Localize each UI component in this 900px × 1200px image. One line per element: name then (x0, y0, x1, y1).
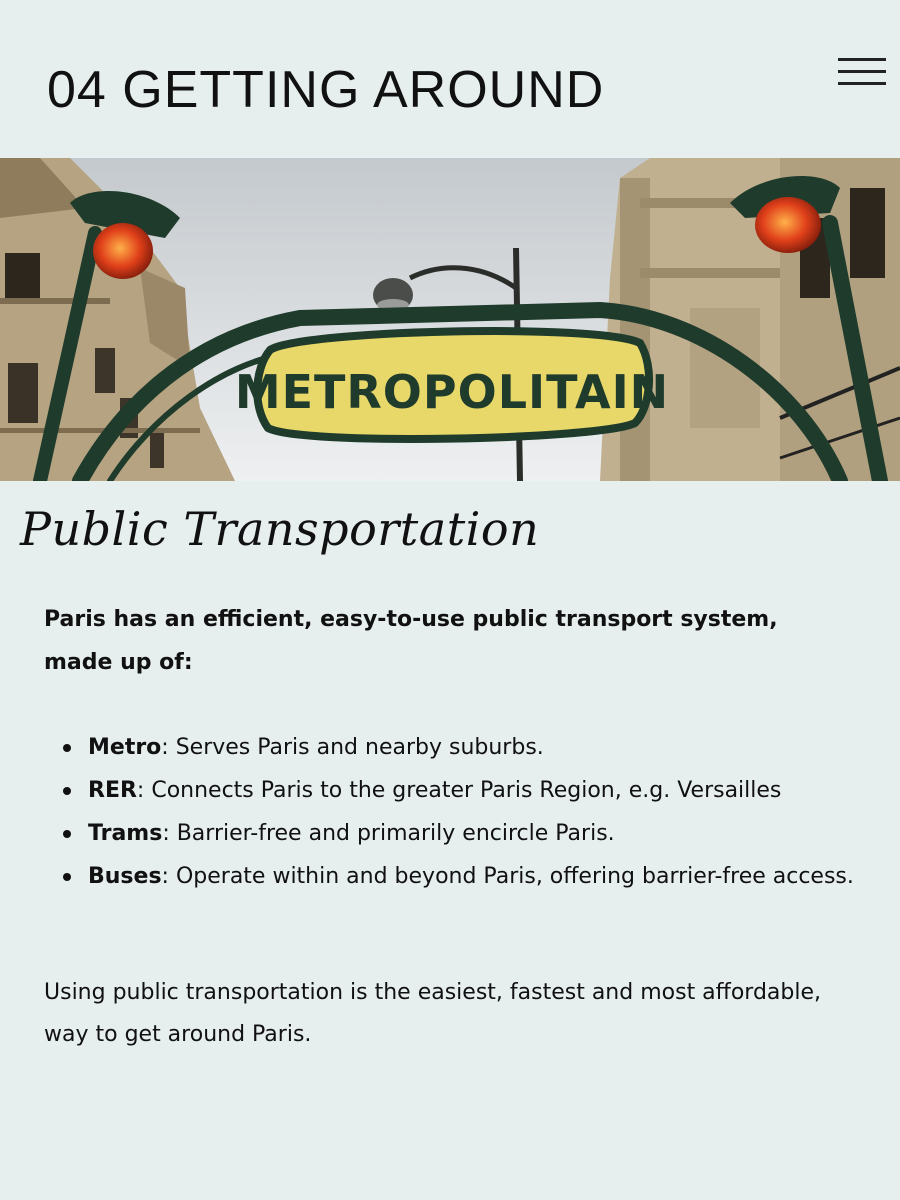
mode-name: Buses (88, 864, 162, 889)
page-header (0, 0, 900, 158)
mode-description: : Serves Paris and nearby suburbs. (161, 735, 544, 760)
transport-modes-list (44, 726, 900, 898)
menu-line (838, 82, 886, 85)
menu-line (838, 58, 886, 61)
mode-name: RER (88, 778, 137, 803)
page-title: 04 GETTING AROUND (47, 61, 605, 119)
sign-text: METROPOLITAIN (234, 365, 670, 419)
intro-text: Paris has an efficient, easy-to-use public transport system, made up of: (44, 607, 778, 675)
mode-name: Metro (88, 735, 162, 760)
list-item-metro (88, 726, 900, 769)
list-item-buses (88, 855, 900, 898)
menu-line (838, 70, 886, 73)
mode-description: : Barrier-free and primarily encircle Paris. (162, 821, 615, 846)
list-item-trams (88, 812, 900, 855)
mode-name: Trams (88, 821, 163, 846)
mode-description: : Operate within and beyond Paris, offering barrier-free access. (161, 864, 854, 889)
outro-text: Using public transportation is the easiest, fastest and most affordable, way to get around Paris. (44, 980, 821, 1047)
list-item-rer (88, 769, 900, 812)
metropolitain-sign-illustration (0, 158, 900, 481)
mode-description: : Connects Paris to the greater Paris Region, e.g. Versailles (136, 778, 782, 803)
metropolitain-sign (235, 331, 669, 439)
hamburger-menu-button[interactable] (836, 52, 888, 92)
section-heading: Public Transportation (20, 502, 540, 556)
hero-image (0, 158, 900, 481)
